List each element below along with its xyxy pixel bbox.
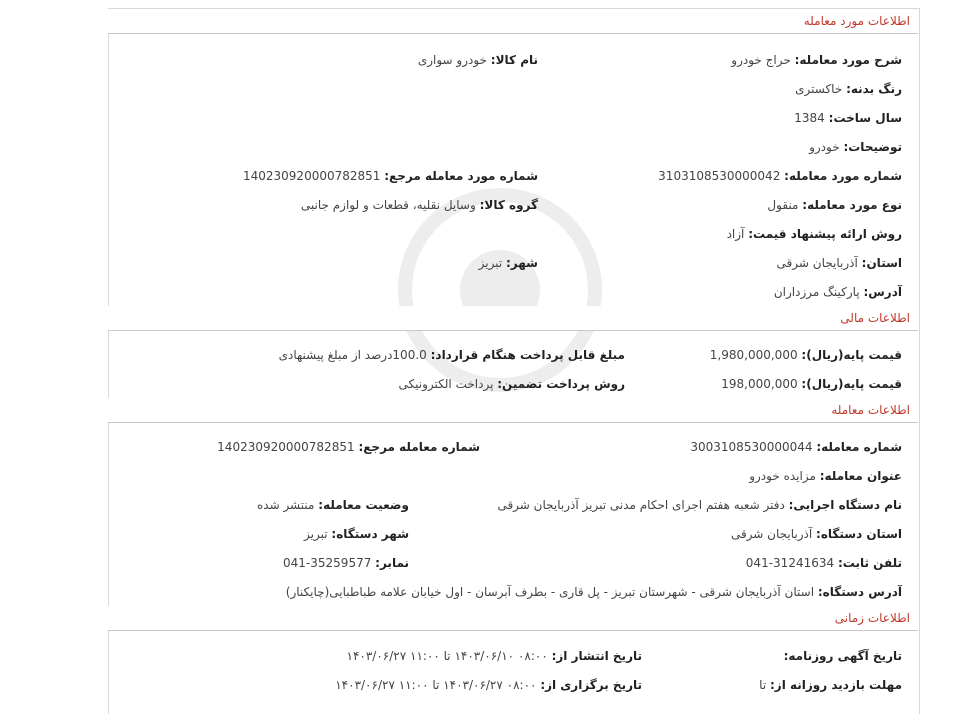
city — [479, 256, 538, 270]
value: وسایل نقلیه، قطعات و لوازم جانبی — [300, 198, 476, 212]
base-price-1 — [710, 348, 902, 362]
label: مبلغ قابل پرداخت هنگام قرارداد: — [430, 348, 625, 362]
value: آذربایجان شرقی — [776, 256, 858, 270]
deal-ref-number — [243, 169, 538, 183]
notes — [809, 140, 902, 154]
label: نام دستگاه اجرایی: — [788, 498, 902, 512]
label: شهر دستگاه: — [331, 527, 409, 541]
label: روش پرداخت تضمین: — [497, 377, 625, 391]
transaction-title — [749, 469, 902, 483]
label: شماره معامله: — [816, 440, 902, 454]
payable-amount — [279, 348, 625, 362]
value: 3103108530000042 — [658, 169, 781, 183]
label: شرح مورد معامله: — [794, 53, 902, 67]
label: تاریخ آگهی روزنامه: — [783, 649, 902, 663]
label: شماره مورد معامله مرجع: — [384, 169, 538, 183]
address — [774, 285, 902, 299]
label: استان دستگاه: — [816, 527, 902, 541]
deal-type — [767, 198, 902, 212]
fax — [283, 556, 409, 570]
offer-method — [727, 227, 902, 241]
label: نمابر: — [375, 556, 409, 570]
value: تبریز — [478, 256, 503, 270]
section-header-deal — [108, 9, 918, 34]
value: ۰۸:۰۰ ۱۴۰۳/۰۶/۱۰ تا ۱۱:۰۰ ۱۴۰۳/۰۶/۲۷ — [346, 649, 548, 663]
agency-province — [731, 527, 902, 541]
section-title: اطلاعات معامله — [831, 403, 910, 417]
value: 1384 — [794, 111, 825, 125]
label: وضعیت معامله: — [318, 498, 409, 512]
phone — [746, 556, 902, 570]
section-header-financial — [108, 306, 918, 331]
agency-city — [304, 527, 409, 541]
label: سال ساخت: — [828, 111, 902, 125]
label: تاریخ انتشار از: — [551, 649, 642, 663]
value: آزاد — [726, 227, 745, 241]
value: 1,980,000,000 — [709, 348, 798, 362]
label: شماره معامله مرجع: — [358, 440, 480, 454]
transaction-number — [690, 440, 902, 454]
label: مهلت بازدید روزانه از: — [770, 678, 902, 692]
label: قیمت پایه(ریال): — [801, 377, 902, 391]
label: شماره مورد معامله: — [784, 169, 902, 183]
value: تبریز — [304, 527, 328, 541]
section-title: اطلاعات مالی — [840, 311, 910, 325]
newspaper-date — [784, 649, 902, 663]
value: 35259577-041 — [283, 556, 372, 570]
label: نوع مورد معامله: — [802, 198, 902, 212]
publish-date — [347, 649, 642, 663]
value: پارکینگ مرزداران — [773, 285, 860, 299]
daily-visit-window — [759, 678, 902, 692]
executive-agency — [497, 498, 902, 512]
label: تلفن ثابت: — [837, 556, 902, 570]
label: توضیحات: — [843, 140, 902, 154]
section-title: اطلاعات مورد معامله — [803, 14, 910, 28]
section-title: اطلاعات زمانی — [834, 611, 910, 625]
label: قیمت پایه(ریال): — [801, 348, 902, 362]
goods-group — [301, 198, 538, 212]
label: شهر: — [506, 256, 538, 270]
value: استان آذربایجان شرقی - شهرستان تبریز - پل قاری - بطرف آبرسان - اول خیابان علامه طباطبایی(چایکنار) — [285, 585, 815, 599]
base-price-2 — [721, 377, 902, 391]
hold-date — [335, 678, 642, 692]
build-year — [794, 111, 902, 125]
value: خودرو سواری — [417, 53, 487, 67]
transaction-ref-number — [217, 440, 480, 454]
label: رنگ بدنه: — [846, 82, 902, 96]
transaction-status — [257, 498, 409, 512]
guarantee-method — [399, 377, 625, 391]
value: تا — [759, 678, 767, 692]
label: استان: — [861, 256, 902, 270]
section-header-transaction — [108, 398, 918, 423]
label: گروه کالا: — [479, 198, 538, 212]
value: 31241634-041 — [745, 556, 835, 570]
value: پرداخت الکترونیکی — [398, 377, 494, 391]
value: 100.0درصد از مبلغ پیشنهادی — [278, 348, 427, 362]
label: تاریخ برگزاری از: — [540, 678, 642, 692]
value: حراج خودرو — [731, 53, 791, 67]
value: منتشر شده — [256, 498, 315, 512]
value: خودرو — [809, 140, 840, 154]
label: نام کالا: — [490, 53, 538, 67]
deal-description — [731, 53, 902, 67]
value: مزایده خودرو — [749, 469, 816, 483]
value: 3003108530000044 — [690, 440, 813, 454]
value: 140230920000782851 — [242, 169, 381, 183]
label: روش ارائه پیشنهاد قیمت: — [748, 227, 902, 241]
label: آدرس: — [863, 285, 902, 299]
value: ۰۸:۰۰ ۱۴۰۳/۰۶/۲۷ تا ۱۱:۰۰ ۱۴۰۳/۰۶/۲۷ — [335, 678, 537, 692]
value: آذربایجان شرقی — [730, 527, 813, 541]
label: عنوان معامله: — [819, 469, 902, 483]
value: خاکستری — [795, 82, 843, 96]
body-color — [795, 82, 902, 96]
value: منقول — [767, 198, 799, 212]
goods-name — [418, 53, 538, 67]
deal-number — [658, 169, 902, 183]
section-header-timing — [108, 606, 918, 631]
value: 198,000,000 — [721, 377, 798, 391]
province — [777, 256, 902, 270]
value: 140230920000782851 — [217, 440, 355, 454]
value: دفتر شعبه هفتم اجرای احکام مدنی تبریز آذربایجان شرقی — [497, 498, 785, 512]
agency-address — [286, 585, 902, 599]
label: آدرس دستگاه: — [817, 585, 902, 599]
